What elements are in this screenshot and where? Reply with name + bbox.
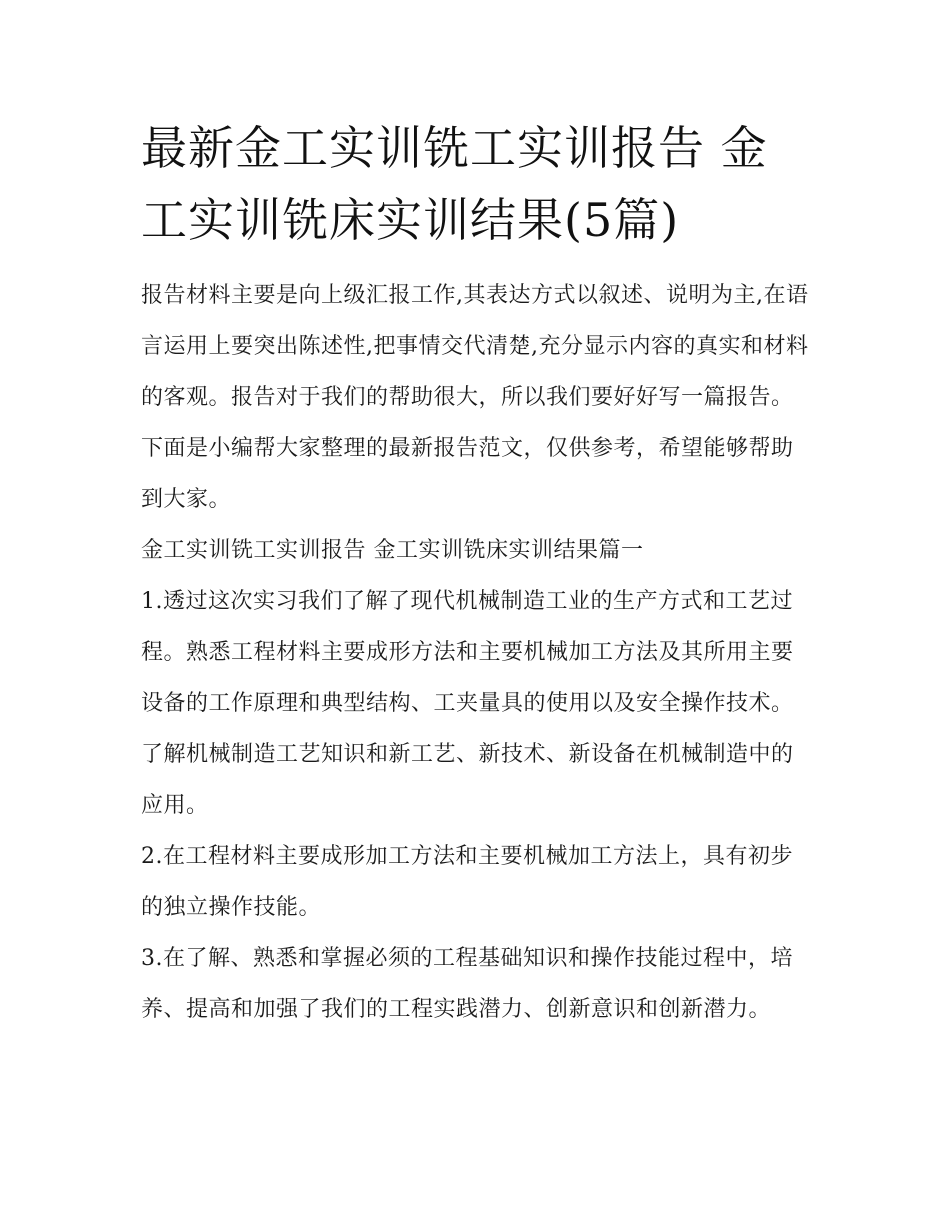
document-body: [141, 112, 813, 1035]
intro-paragraph: 报告材料主要是向上级汇报工作,其表达方式以叙述、说明为主,在语言运用上要突出陈述性,把事情交代清楚,充分显示内容的真实和材料的客观。报告对于我们的帮助很大，所以我们要好好写一篇报告。下面是小编帮大家整理的最新报告范文，仅供参考，希望能够帮助到大家。: [141, 283, 809, 512]
list-item-1: 1.透过这次实习我们了解了现代机械制造工业的生产方式和工艺过程。熟悉工程材料主要成形方法和主要机械加工方法及其所用主要设备的工作原理和典型结构、工夹量具的使用以及安全操作技术。了解机械制造工艺知识和新工艺、新技术、新设备在机械制造中的应用。: [141, 589, 794, 818]
document-title: 最新金工实训铣工实训报告 金工实训铣床实训结果(5篇): [141, 121, 768, 247]
section-heading: 金工实训铣工实训报告 金工实训铣床实训结果篇一: [141, 538, 644, 563]
list-item-3: 3.在了解、熟悉和掌握必须的工程基础知识和操作技能过程中，培养、提高和加强了我们的工程实践潜力、创新意识和创新潜力。: [141, 946, 793, 1022]
list-item-2: 2.在工程材料主要成形加工方法和主要机械加工方法上，具有初步的独立操作技能。: [141, 844, 793, 920]
